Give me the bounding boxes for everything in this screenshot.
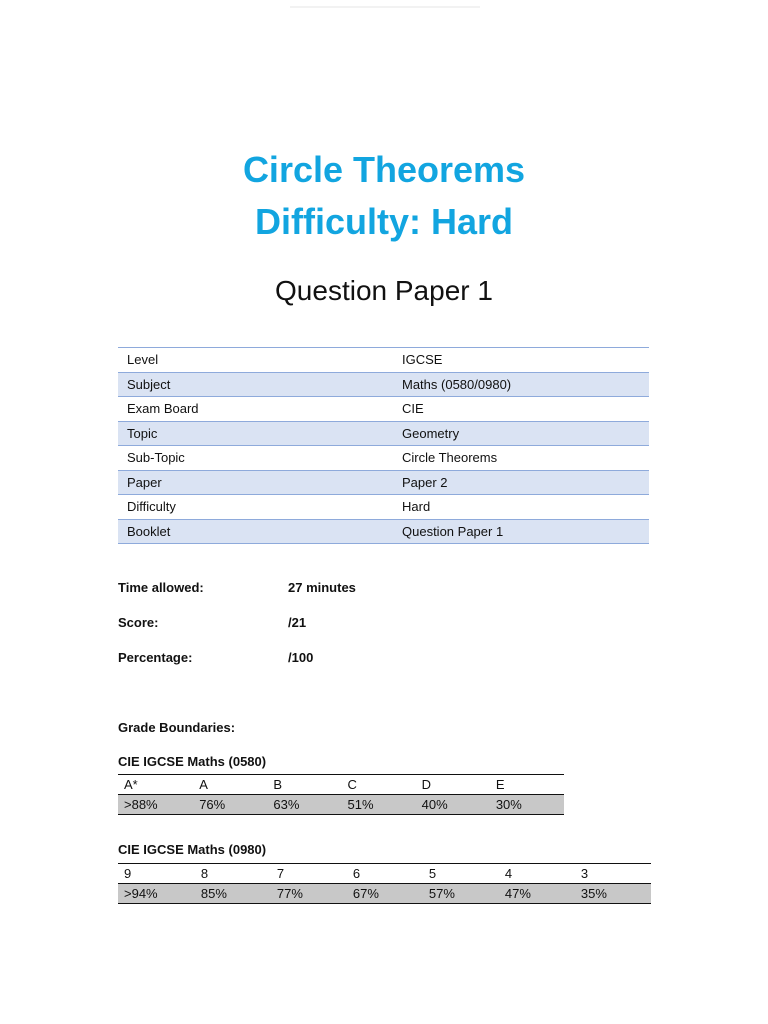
percent-cell: >88% xyxy=(118,795,193,815)
grade-cell: 9 xyxy=(118,864,195,884)
top-rule xyxy=(290,6,480,8)
info-label: Level xyxy=(118,348,393,373)
grade-cell: 8 xyxy=(195,864,271,884)
info-value: Circle Theorems xyxy=(393,446,649,471)
grade-cell: 4 xyxy=(499,864,575,884)
info-row xyxy=(118,372,649,397)
grade-cell: A* xyxy=(118,775,193,795)
percent-cell: 47% xyxy=(499,884,575,904)
percent-cell: 40% xyxy=(416,795,490,815)
percentage xyxy=(118,650,314,665)
score xyxy=(118,615,307,630)
info-label: Topic xyxy=(118,421,393,446)
info-value: Paper 2 xyxy=(393,470,649,495)
grade-cell: E xyxy=(490,775,564,795)
info-value: Question Paper 1 xyxy=(393,519,649,544)
percent-cell: >94% xyxy=(118,884,195,904)
time-allowed-value: 27 minutes xyxy=(288,580,356,595)
info-row xyxy=(118,470,649,495)
percent-cell: 85% xyxy=(195,884,271,904)
info-label: Booklet xyxy=(118,519,393,544)
info-label: Sub-Topic xyxy=(118,446,393,471)
info-row xyxy=(118,519,649,544)
info-value: Hard xyxy=(393,495,649,520)
percent-cell: 51% xyxy=(342,795,416,815)
info-value: CIE xyxy=(393,397,649,422)
info-row xyxy=(118,348,649,373)
info-row xyxy=(118,446,649,471)
info-row xyxy=(118,421,649,446)
percent-cell: 30% xyxy=(490,795,564,815)
grade-cell: A xyxy=(193,775,267,795)
info-value: Geometry xyxy=(393,421,649,446)
grade-cell: 5 xyxy=(423,864,499,884)
percent-cell: 57% xyxy=(423,884,499,904)
grades-0980-table xyxy=(118,863,651,904)
percent-cell: 67% xyxy=(347,884,423,904)
info-label: Paper xyxy=(118,470,393,495)
percent-row xyxy=(118,795,564,815)
grades-0580-title: CIE IGCSE Maths (0580) xyxy=(118,754,267,769)
page-title: Circle Theorems xyxy=(242,149,526,190)
grade-row xyxy=(118,775,564,795)
grade-cell: 7 xyxy=(271,864,347,884)
info-label: Exam Board xyxy=(118,397,393,422)
time-allowed xyxy=(118,580,356,595)
percent-cell: 63% xyxy=(267,795,341,815)
grade-cell: D xyxy=(416,775,490,795)
grade-cell: 3 xyxy=(575,864,651,884)
time-allowed-label: Time allowed: xyxy=(118,580,204,595)
percent-cell: 76% xyxy=(193,795,267,815)
page-subtitle: Question Paper 1 xyxy=(275,275,493,306)
percentage-label: Percentage: xyxy=(118,650,193,665)
info-row xyxy=(118,397,649,422)
info-value: IGCSE xyxy=(393,348,649,373)
grade-cell: 6 xyxy=(347,864,423,884)
grade-cell: C xyxy=(342,775,416,795)
difficulty-title: Difficulty: Hard xyxy=(254,201,513,242)
info-table xyxy=(118,347,649,544)
grade-boundaries-heading: Grade Boundaries: xyxy=(118,720,236,735)
score-value: /21 xyxy=(288,615,307,630)
grades-0580-table xyxy=(118,774,564,815)
percentage-value: /100 xyxy=(288,650,314,665)
info-label: Difficulty xyxy=(118,495,393,520)
grade-cell: B xyxy=(267,775,341,795)
percent-row xyxy=(118,884,651,904)
grades-0980-title: CIE IGCSE Maths (0980) xyxy=(118,842,267,857)
percent-cell: 77% xyxy=(271,884,347,904)
info-value: Maths (0580/0980) xyxy=(393,372,649,397)
info-label: Subject xyxy=(118,372,393,397)
percent-cell: 35% xyxy=(575,884,651,904)
grade-row xyxy=(118,864,651,884)
info-row xyxy=(118,495,649,520)
score-label: Score: xyxy=(118,615,159,630)
